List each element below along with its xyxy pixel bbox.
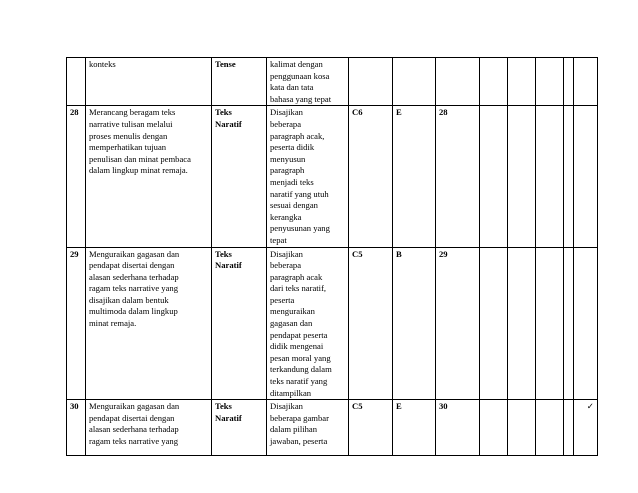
checkmark-icon: ✓ bbox=[574, 400, 598, 456]
table-row bbox=[67, 247, 598, 400]
empty-cell bbox=[480, 58, 508, 106]
check-cell bbox=[536, 58, 564, 106]
answer-key-cell bbox=[393, 58, 436, 106]
item-indicator-cell: Disajikan beberapa paragraph acak dari teks naratif, peserta menguraikan gagasan dan pendapat peserta didik mengenai pesan moral yang terkandung dalam teks naratif yang ditampilkan bbox=[267, 247, 349, 400]
check-cell bbox=[564, 106, 574, 247]
check-cell bbox=[536, 106, 564, 247]
item-indicator-cell: Disajikan beberapa gambar dalam pilihan jawaban, peserta bbox=[267, 400, 349, 456]
empty-cell bbox=[480, 247, 508, 400]
row-number-cell bbox=[67, 58, 86, 106]
check-cell bbox=[574, 247, 598, 400]
competency-indicator-cell: Menguraikan gagasan dan pendapat disertai dengan alasan sederhana terhadap ragam teks narrative yang bbox=[86, 400, 212, 456]
check-cell bbox=[564, 247, 574, 400]
cognitive-level-cell: C5 bbox=[349, 247, 393, 400]
cognitive-level-cell bbox=[349, 58, 393, 106]
cognitive-level-cell: C5 bbox=[349, 400, 393, 456]
empty-cell bbox=[480, 106, 508, 247]
check-cell bbox=[574, 106, 598, 247]
empty-cell bbox=[480, 400, 508, 456]
material-cell: Teks Naratif bbox=[212, 247, 267, 400]
table-row bbox=[67, 58, 598, 106]
item-number-cell bbox=[436, 58, 480, 106]
item-number-cell: 29 bbox=[436, 247, 480, 400]
check-cell bbox=[508, 106, 536, 247]
check-cell bbox=[564, 58, 574, 106]
check-cell bbox=[508, 58, 536, 106]
assessment-grid-table bbox=[66, 57, 598, 456]
cognitive-level-cell: C6 bbox=[349, 106, 393, 247]
answer-key-cell: E bbox=[393, 400, 436, 456]
check-cell bbox=[536, 247, 564, 400]
check-cell bbox=[536, 400, 564, 456]
item-indicator-cell: Disajikan beberapa paragraph acak, peserta didik menyusun paragraph menjadi teks naratif yang utuh sesuai dengan kerangka penyusunan yang tepat bbox=[267, 106, 349, 247]
table-row bbox=[67, 106, 598, 247]
table-row bbox=[67, 400, 598, 456]
row-number-cell: 28 bbox=[67, 106, 86, 247]
item-number-cell: 30 bbox=[436, 400, 480, 456]
material-cell: Teks Naratif bbox=[212, 106, 267, 247]
material-cell: Tense bbox=[212, 58, 267, 106]
answer-key-cell: B bbox=[393, 247, 436, 400]
competency-indicator-cell: Merancang beragam teks narrative tulisan melalui proses menulis dengan memperhatikan tujuan penulisan dan minat pembaca dalam lingkup minat remaja. bbox=[86, 106, 212, 247]
check-cell bbox=[564, 400, 574, 456]
answer-key-cell: E bbox=[393, 106, 436, 247]
item-number-cell: 28 bbox=[436, 106, 480, 247]
check-cell bbox=[574, 58, 598, 106]
item-indicator-cell: kalimat dengan penggunaan kosa kata dan tata bahasa yang tepat bbox=[267, 58, 349, 106]
material-cell: Teks Naratif bbox=[212, 400, 267, 456]
competency-indicator-cell: Menguraikan gagasan dan pendapat disertai dengan alasan sederhana terhadap ragam teks narrative yang disajikan dalam bentuk multimoda dalam lingkup minat remaja. bbox=[86, 247, 212, 400]
competency-indicator-cell: konteks bbox=[86, 58, 212, 106]
row-number-cell: 29 bbox=[67, 247, 86, 400]
row-number-cell: 30 bbox=[67, 400, 86, 456]
check-cell bbox=[508, 400, 536, 456]
check-cell bbox=[508, 247, 536, 400]
